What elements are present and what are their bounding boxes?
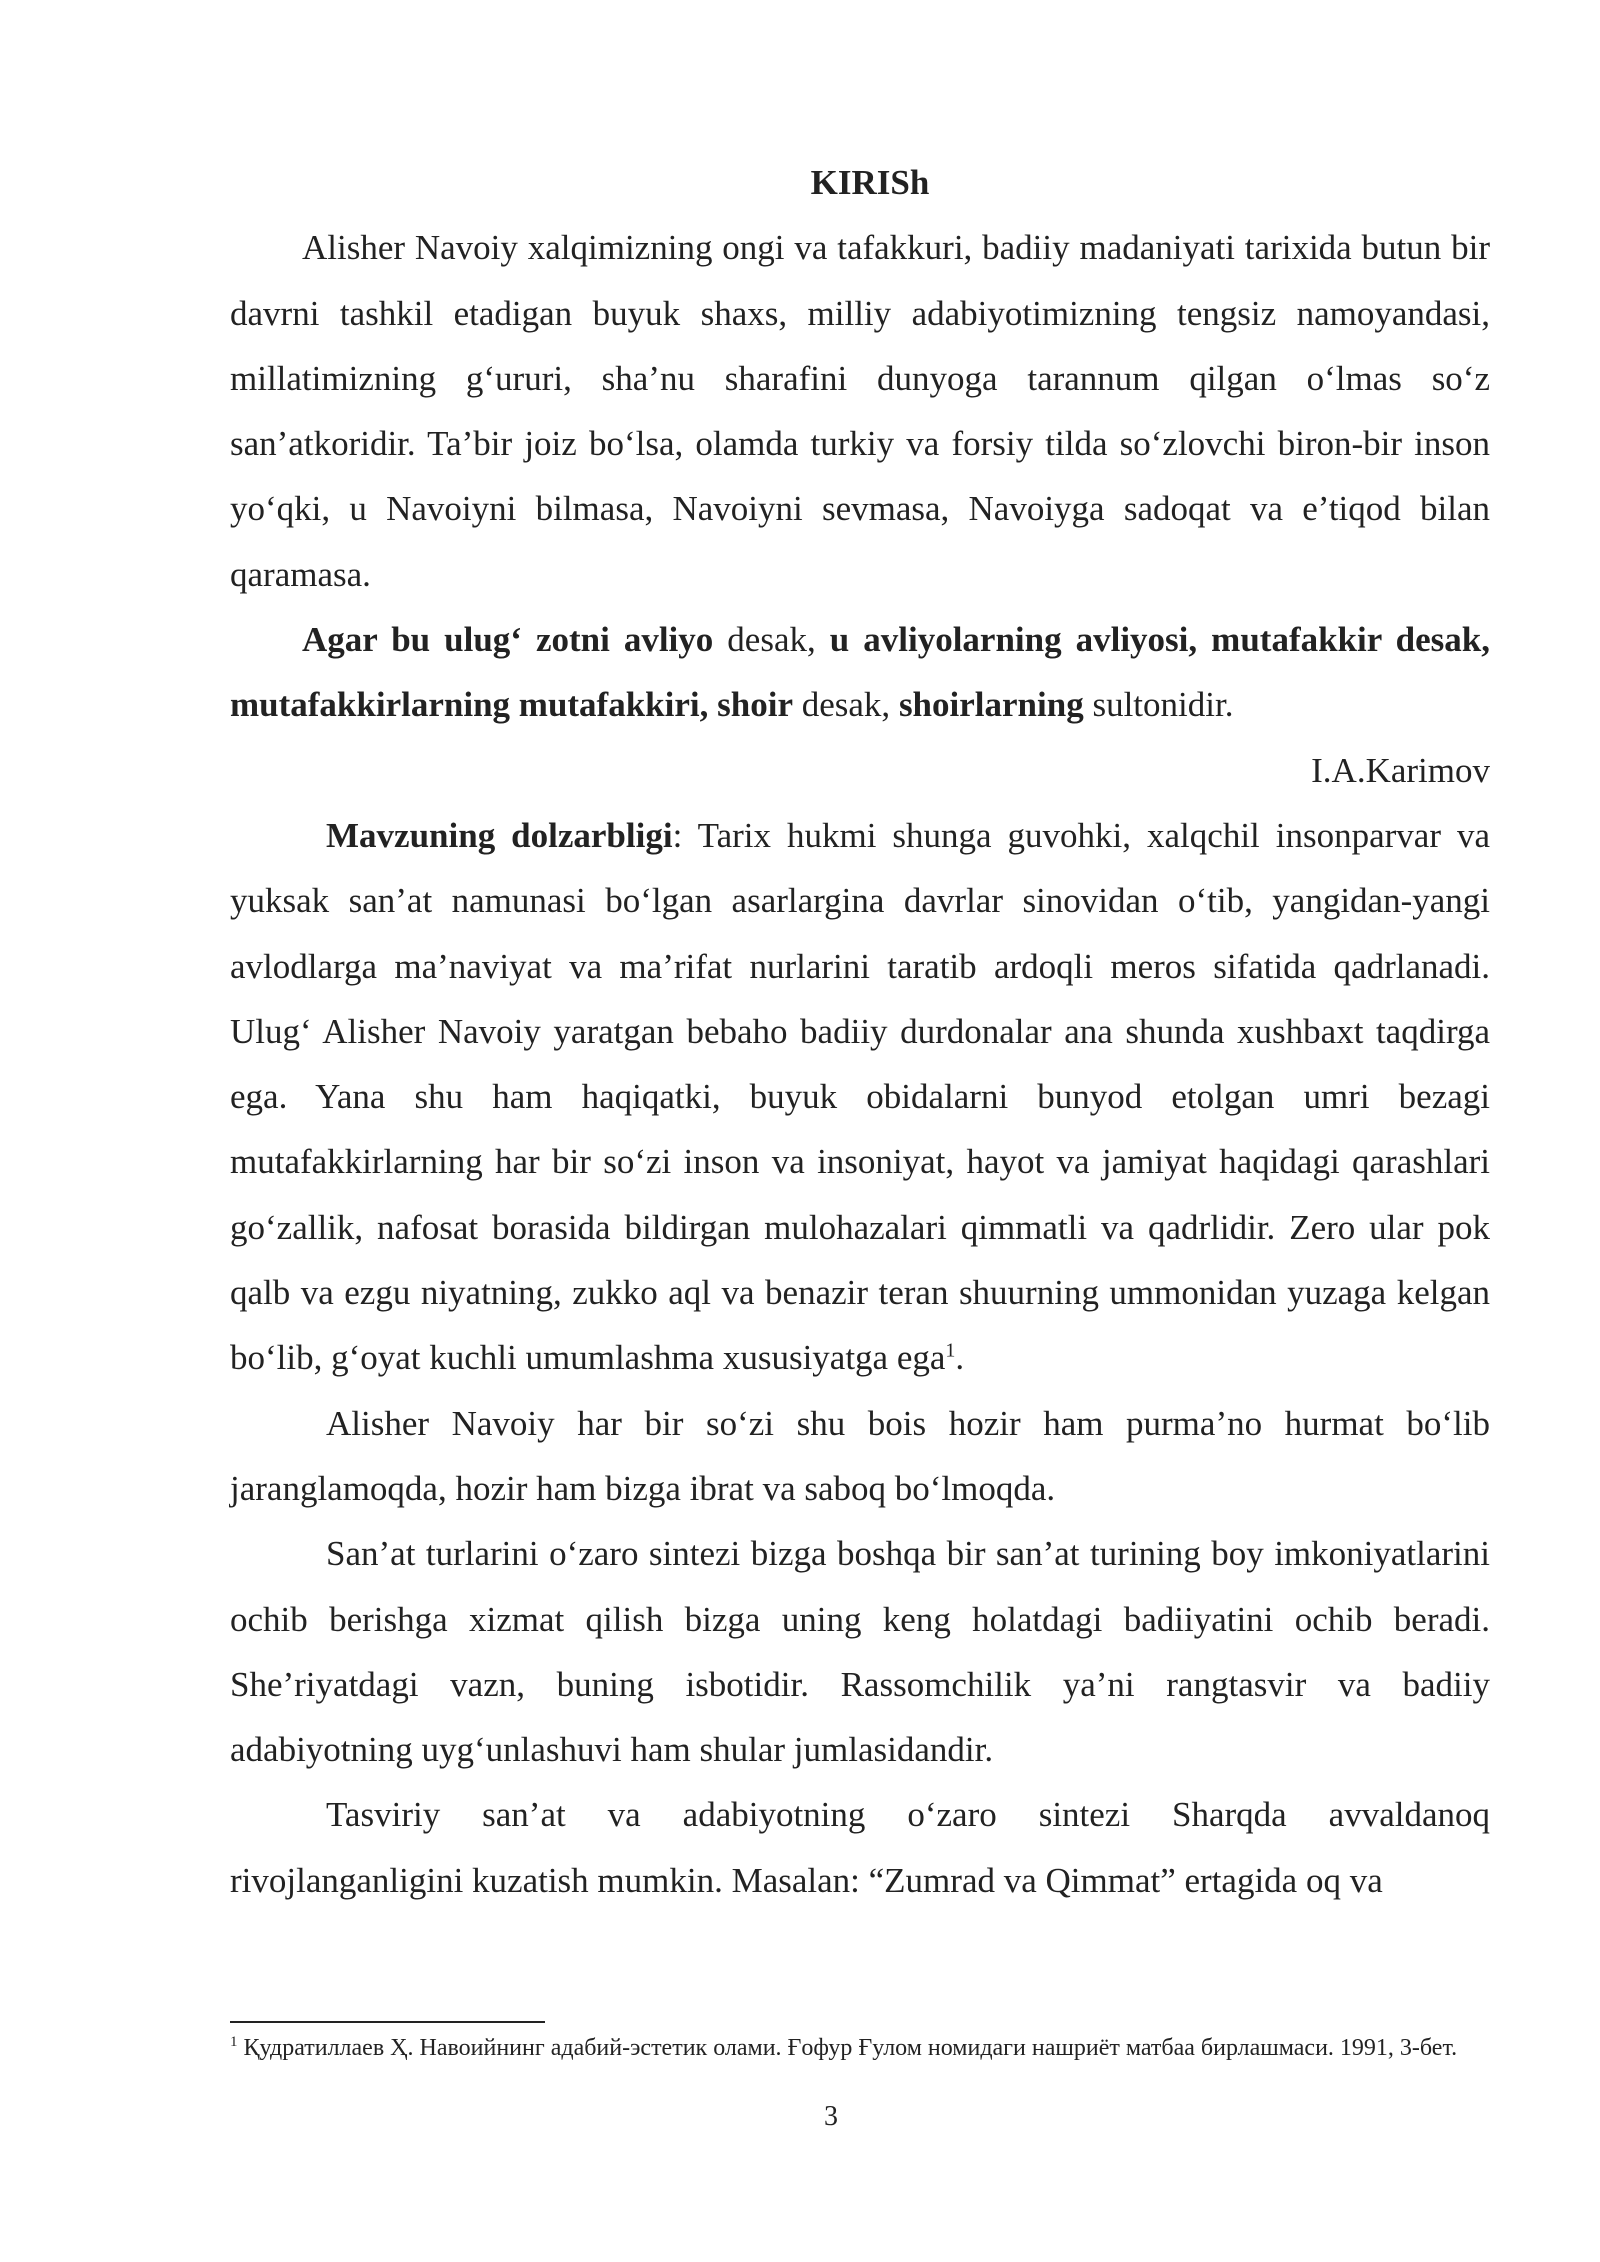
- quote-text-3: sultonidir.: [1083, 685, 1234, 725]
- paragraph-intro: Alisher Navoiy xalqimizning ongi va tafakkuri, badiiy madaniyati tarixida butun bir davrni tashkil etadigan buyuk shaxs, milliy adabiyotimizning tengsiz namoyandasi, millatimizning g‘ururi, sha’nu sharafini dunyoga tarannum qilgan o‘lmas so‘z san’atkoridir. Ta’bir joiz bo‘lsa, olamda turkiy va forsiy tilda so‘zlovchi biron-bir inson yo‘qki, u Navoiyni bilmasa, Navoiyni sevmasa, Navoiyga sadoqat va e’tiqod bilan qaramasa.: [230, 228, 1490, 594]
- relevance-text: : Tarix hukmi shunga guvohki, xalqchil insonparvar va yuksak san’at namunasi bo‘lgan asarlargina davrlar sinovidan o‘tib, yangidan-yangi avlodlarga ma’naviyat va ma’rifat nurlarini taratib ardoqli meros sifatida qadrlanadi. Ulug‘ Alisher Navoiy yaratgan bebaho badiiy durdonalar ana shunda xushbaxt taqdirga ega. Yana shu ham haqiqatki, buyuk obidalarni bunyod etolgan umri bezagi mutafakkirlarning har bir so‘zi inson va insoniyat, hayot va jamiyat haqidagi qarashlari go‘zallik, nafosat borasida bildirgan mulohazalari qimmatli va qadrlidir. Zero ular pok qalb va ezgu niyatning, zukko aql va benazir teran shuurning ummonidan yuzaga kelgan bo‘lib, g‘oyat kuchli umumlashma xususiyatga ega: [230, 815, 1490, 1378]
- page-number: 3: [824, 2101, 838, 2132]
- quote-text-1: desak,: [713, 620, 830, 660]
- quote-signature: I.A.Karimov: [1311, 750, 1490, 790]
- relevance-end: .: [955, 1338, 965, 1378]
- quote-paragraph: [230, 607, 1490, 738]
- paragraph-relevance: [230, 803, 1490, 1391]
- page-title: KIRISh: [810, 163, 930, 202]
- main-text: [230, 150, 1490, 1913]
- footnote-separator: [230, 2021, 545, 2023]
- footnote-text: Қудратиллаев Ҳ. Навоийнинг адабий-эстетик олами. Ғофур Ғулом номидаги нашриёт матбаа бирлашмаси. 1991, 3-бет.: [237, 2035, 1458, 2061]
- paragraph-navoiy-word: Alisher Navoiy har bir so‘zi shu bois hozir ham purma’no hurmat bo‘lib jaranglamoqda, hozir ham bizga ibrat va saboq bo‘lmoqda.: [230, 1403, 1490, 1508]
- footnote: [230, 2030, 1490, 2067]
- quote-bold-2: u avliyolarning avliyosi, mutafakkir desak, mutafakkirlarning mutafakkiri, shoir: [230, 620, 1490, 725]
- quote-text-2: desak,: [792, 685, 899, 725]
- footnote-mark: 1: [230, 2034, 238, 2050]
- relevance-label: Mavzuning dolzarbligi: [326, 815, 673, 855]
- quote-bold-3: shoirlarning: [898, 685, 1084, 725]
- footnote-reference[interactable]: 1: [945, 1339, 956, 1362]
- quote-bold-1: Agar bu ulug‘ zotni avliyo: [302, 620, 714, 660]
- paragraph-fine-arts: Tasviriy san’at va adabiyotning o‘zaro sintezi Sharqda avvaldanoq rivojlanganligini kuzatish mumkin. Masalan: “Zumrad va Qimmat” ertagida oq va: [230, 1795, 1490, 1900]
- paragraph-art-synthesis: San’at turlarini o‘zaro sintezi bizga boshqa bir san’at turining boy imkoniyatlarini ochib berishga xizmat qilish bizga uning keng holatdagi badiiyatini ochib beradi. She’riyatdagi vazn, buning isbotidir. Rassomchilik ya’ni rangtasvir va badiiy adabiyotning uyg‘unlashuvi ham shular jumlasidandir.: [230, 1534, 1490, 1770]
